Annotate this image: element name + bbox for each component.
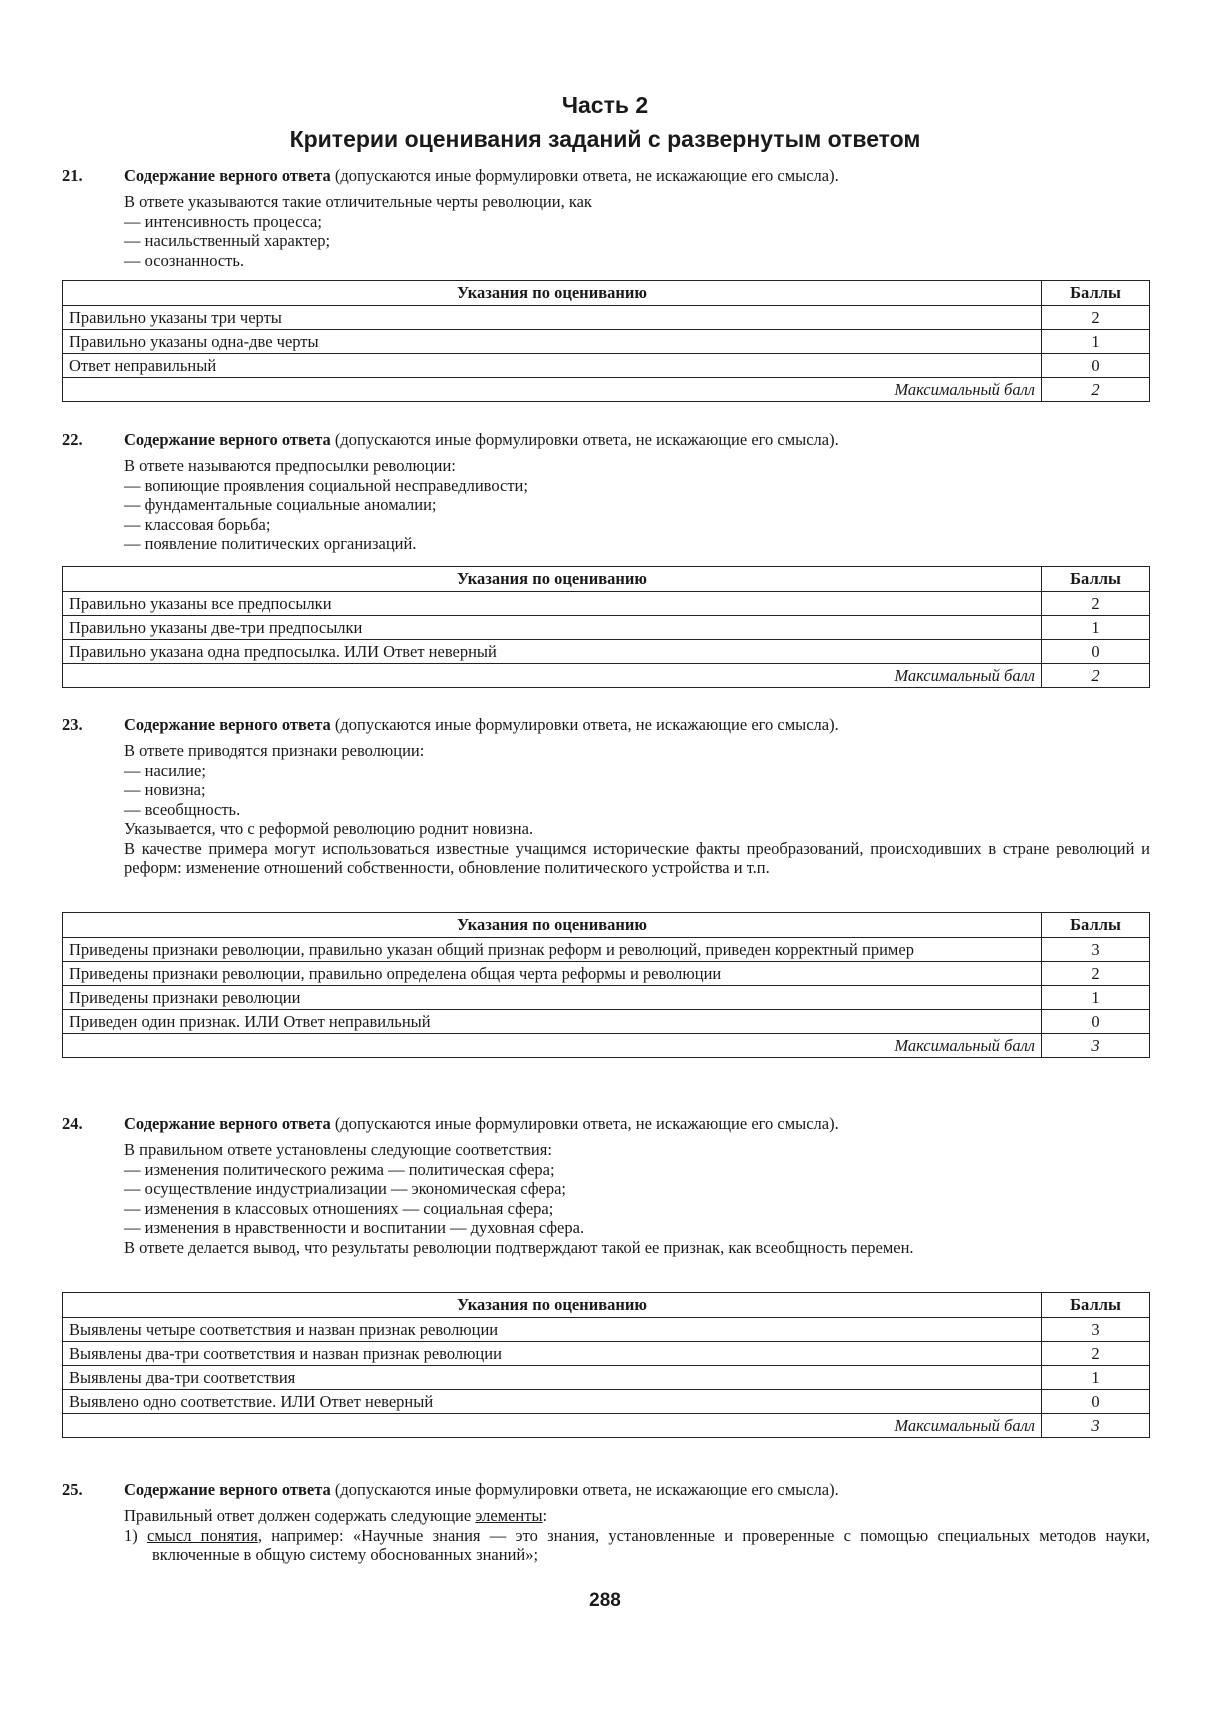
col-points: Баллы: [1042, 281, 1150, 306]
table-row: [63, 330, 1150, 354]
criterion-text: Выявлены четыре соответствия и назван признак революции: [63, 1318, 1042, 1342]
criteria-table-24: [62, 1292, 1150, 1438]
question-number: 22.: [62, 430, 83, 449]
question-header: [124, 1114, 839, 1134]
max-score-label: Максимальный балл: [63, 1034, 1042, 1058]
table-row: [63, 616, 1150, 640]
criterion-text: Приведены признаки революции, правильно указан общий признак реформ и революций, приведен корректный пример: [63, 938, 1042, 962]
table-row: [63, 1342, 1150, 1366]
content-note: (допускаются иные формулировки ответа, не искажающие его смысла).: [330, 166, 839, 185]
col-points: Баллы: [1042, 913, 1150, 938]
table-row: [63, 962, 1150, 986]
criterion-text: Приведены признаки революции: [63, 986, 1042, 1010]
col-criteria: Указания по оцениванию: [63, 913, 1042, 938]
content-label: Содержание верного ответа: [124, 166, 331, 185]
answer-body: [124, 1140, 1150, 1257]
max-score-row: [63, 1034, 1150, 1058]
content-note: (допускаются иные формулировки ответа, не искажающие его смысла).: [330, 430, 839, 449]
question-number: 23.: [62, 715, 83, 734]
col-criteria: Указания по оцениванию: [63, 1293, 1042, 1318]
answer-body: [124, 1506, 1150, 1565]
content-label: Содержание верного ответа: [124, 1480, 331, 1499]
criterion-score: 1: [1042, 330, 1150, 354]
answer-line: — осознанность.: [124, 250, 245, 270]
max-score-label: Максимальный балл: [63, 1414, 1042, 1438]
question-header: [124, 430, 839, 450]
answer-line: — интенсивность процесса;: [124, 211, 322, 231]
criterion-score: 2: [1042, 306, 1150, 330]
answer-line: — изменения в классовых отношениях — социальная сфера;: [124, 1198, 554, 1218]
criterion-score: 0: [1042, 640, 1150, 664]
criterion-text: Приведен один признак. ИЛИ Ответ неправильный: [63, 1010, 1042, 1034]
item-number: 1): [124, 1525, 148, 1545]
question-header: [124, 166, 839, 186]
content-note: (допускаются иные формулировки ответа, не искажающие его смысла).: [330, 715, 839, 734]
table-header: [63, 1293, 1150, 1318]
criterion-text: Правильно указаны все предпосылки: [63, 592, 1042, 616]
question-number: 21.: [62, 166, 83, 185]
content-label: Содержание верного ответа: [124, 1114, 331, 1133]
table-header: [63, 567, 1150, 592]
answer-line: — насилие;: [124, 760, 206, 780]
answer-line: — изменения в нравственности и воспитании — духовная сфера.: [124, 1218, 585, 1237]
table-row: [63, 306, 1150, 330]
table-row: [63, 354, 1150, 378]
criterion-text: Ответ неправильный: [63, 354, 1042, 378]
criterion-score: 1: [1042, 1366, 1150, 1390]
answer-line: В ответе приводятся признаки революции:: [124, 741, 425, 760]
answer-body: [124, 456, 1152, 554]
criterion-text: Выявлено одно соответствие. ИЛИ Ответ неверный: [63, 1390, 1042, 1414]
answer-intro: [124, 1506, 1150, 1526]
answer-line: — новизна;: [124, 780, 206, 799]
table-row: [63, 1390, 1150, 1414]
criterion-score: 1: [1042, 616, 1150, 640]
page-number: 288: [589, 1590, 621, 1611]
answer-line: — фундаментальные социальные аномалии;: [124, 495, 437, 514]
answer-line: — насильственный характер;: [124, 231, 331, 250]
criterion-text: Правильно указана одна предпосылка. ИЛИ Ответ неверный: [63, 640, 1042, 664]
table-row: [63, 1318, 1150, 1342]
content-label: Содержание верного ответа: [124, 715, 331, 734]
criterion-score: 0: [1042, 1010, 1150, 1034]
criterion-score: 3: [1042, 1318, 1150, 1342]
intro-end: :: [542, 1506, 548, 1525]
max-score-row: [63, 664, 1150, 688]
col-criteria: Указания по оцениванию: [63, 281, 1042, 306]
criterion-text: Приведены признаки революции, правильно определена общая черта реформы и революции: [63, 962, 1042, 986]
criterion-text: Выявлены два-три соответствия: [63, 1366, 1042, 1390]
criterion-score: 2: [1042, 592, 1150, 616]
criterion-score: 2: [1042, 962, 1150, 986]
answer-line: — осуществление индустриализации — экономическая сфера;: [124, 1179, 566, 1198]
question-header: [124, 715, 839, 735]
criterion-score: 3: [1042, 938, 1150, 962]
max-score-row: [63, 378, 1150, 402]
table-row: [63, 938, 1150, 962]
table-row: [63, 640, 1150, 664]
col-points: Баллы: [1042, 567, 1150, 592]
criterion-text: Правильно указаны одна-две черты: [63, 330, 1042, 354]
criterion-score: 2: [1042, 1342, 1150, 1366]
criterion-text: Правильно указаны две-три предпосылки: [63, 616, 1042, 640]
answer-line: В правильном ответе установлены следующие соответствия:: [124, 1140, 552, 1159]
intro-text: Правильный ответ должен содержать следующие: [124, 1506, 476, 1525]
question-header: [124, 1480, 839, 1500]
max-score-label: Максимальный балл: [63, 378, 1042, 402]
content-label: Содержание верного ответа: [124, 430, 331, 449]
answer-line: — классовая борьба;: [124, 514, 271, 534]
criteria-table-23: [62, 912, 1150, 1058]
answer-body: [124, 192, 1152, 270]
criterion-score: 0: [1042, 354, 1150, 378]
answer-line: — всеобщность.: [124, 799, 241, 819]
table-row: [63, 1366, 1150, 1390]
item-underlined: смысл понятия: [147, 1525, 258, 1545]
question-number: 24.: [62, 1114, 83, 1133]
criterion-text: Выявлены два-три соответствия и назван признак революции: [63, 1342, 1042, 1366]
table-row: [63, 1010, 1150, 1034]
part-title: Часть 2: [561, 92, 649, 118]
max-score-value: 2: [1042, 664, 1150, 688]
max-score-row: [63, 1414, 1150, 1438]
table-header: [63, 913, 1150, 938]
answer-line: — появление политических организаций.: [124, 534, 417, 553]
answer-item: [124, 1526, 1150, 1565]
answer-line: — изменения политического режима — политическая сфера;: [124, 1159, 555, 1179]
answer-paragraph: В качестве примера могут использоваться известные учащимся исторические факты преобразований, происходивших в стране революций и реформ: изменение отношений собственности, обновление политического устройства и т.п.: [124, 838, 1150, 877]
answer-line: В ответе называются предпосылки революции:: [124, 456, 456, 475]
content-note: (допускаются иные формулировки ответа, не искажающие его смысла).: [330, 1114, 839, 1133]
answer-line: Указывается, что с реформой революцию роднит новизна.: [124, 819, 534, 838]
answer-body: [124, 741, 1150, 878]
item-text: , например: «Научные знания — это знания, установленные и проверенные с помощью специальных методов науки, включенные в общую систему обоснованных знаний»;: [152, 1525, 1150, 1564]
col-criteria: Указания по оцениванию: [63, 567, 1042, 592]
table-row: [63, 592, 1150, 616]
table-header: [63, 281, 1150, 306]
criterion-text: Правильно указаны три черты: [63, 306, 1042, 330]
criteria-table-21: [62, 280, 1150, 402]
question-number: 25.: [62, 1480, 83, 1499]
content-note: (допускаются иные формулировки ответа, не искажающие его смысла).: [330, 1480, 839, 1499]
table-row: [63, 986, 1150, 1010]
criteria-table-22: [62, 566, 1150, 688]
answer-paragraph: В ответе делается вывод, что результаты революции подтверждают такой ее признак, как всеобщность перемен.: [124, 1237, 914, 1257]
max-score-value: 3: [1042, 1034, 1150, 1058]
intro-underlined: элементы: [475, 1506, 543, 1525]
answer-line: В ответе указываются такие отличительные черты революции, как: [124, 192, 592, 211]
max-score-label: Максимальный балл: [63, 664, 1042, 688]
criterion-score: 1: [1042, 986, 1150, 1010]
col-points: Баллы: [1042, 1293, 1150, 1318]
max-score-value: 3: [1042, 1414, 1150, 1438]
max-score-value: 2: [1042, 378, 1150, 402]
criterion-score: 0: [1042, 1390, 1150, 1414]
answer-line: — вопиющие проявления социальной несправедливости;: [124, 475, 528, 495]
page-subtitle: Критерии оценивания заданий с развернутым ответом: [289, 126, 921, 152]
